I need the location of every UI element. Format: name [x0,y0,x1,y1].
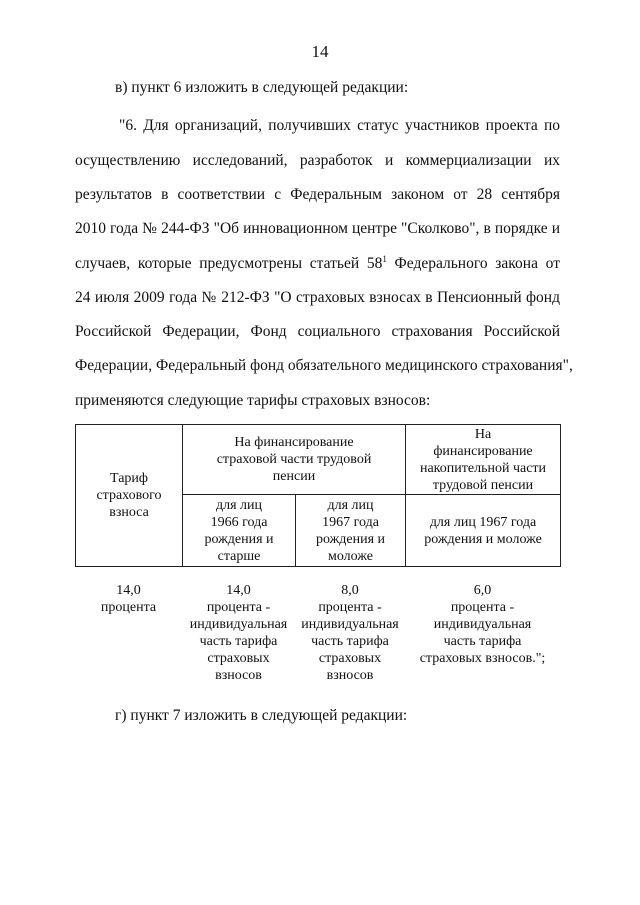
value-line: 8,0 [341,583,359,598]
value-line: часть тарифа [443,634,522,649]
paragraph-line-1: "6. Для организаций, получивших статус участников проекта по [119,117,560,134]
header-funded-line: На [474,426,492,442]
value-line: страховых [318,651,382,666]
page-number: 14 [311,42,329,61]
paragraph-line-5-tail: Федерального закона от [386,255,560,272]
header-insurance [183,425,406,495]
value-line: страховых взносов."; [419,651,546,666]
value-line: процента - [318,600,382,615]
header-funded-line: финансирование [433,443,533,459]
value-line: часть тарифа [311,634,389,649]
subheader-1967a-line: для лиц [327,497,374,513]
subheader-1967b-line: рождения и моложе [424,531,542,547]
subheader-1967-funded [406,495,561,567]
value-line: индивидуальная [189,617,288,632]
header-funded-line: накопительной части [419,460,547,476]
header-funded-line: трудовой пенсии [432,477,534,493]
value-line: взносов [326,668,374,683]
value-line: страховых [207,651,270,666]
value-line: 14,0 [116,583,141,598]
header-insurance-line: На финансирование [234,435,354,450]
subheader-1966 [183,495,296,567]
paragraph-line-2: осуществлению исследований, разработок и коммерциализации их [75,152,560,169]
paragraph-line-8: Федерации, Федеральный фонд обязательного медицинского страхования", [75,357,573,374]
paragraph-line-4: 2010 года № 244-ФЗ "Об инновационном центре "Сколково", в порядке и [75,220,560,237]
paragraph-line-3: результатов в соответствии с Федеральным законом от 28 сентября [75,186,560,203]
value-line: индивидуальная [433,617,532,632]
subheader-1966-line: старше [217,548,261,564]
paragraph-line-7: Российской Федерации, Фонд социального страхования Российской [75,323,560,340]
value-line: 6,0 [473,583,492,598]
header-tariff [76,425,183,567]
paragraph-line-5 [75,255,560,273]
subheader-1966-line: для лиц [215,497,263,513]
value-line: процента - [450,600,515,615]
paragraph-line-6: 24 июля 2009 года № 212-ФЗ "О страховых взносах в Пенсионный фонд [75,289,560,306]
subheader-1967a-line: моложе [327,548,373,564]
paragraph-line-5-head: случаев, которые предусмотрены статьей 58 [75,255,383,272]
value-line: индивидуальная [301,617,399,632]
header-tariff-line: страхового [96,488,162,503]
article-superscript: 1 [382,253,387,264]
value-line: процента - [206,600,271,615]
value-col-1967-insurance [295,582,405,684]
item-g: г) пункт 7 изложить в следующей редакции: [115,707,408,724]
subheader-1967b-line: для лиц 1967 года [429,514,537,530]
subheader-1966-line: 1966 года [210,514,268,530]
subheader-1966-line: рождения и [204,531,274,547]
header-insurance-line: пенсии [272,469,316,484]
value-line: 14,0 [226,583,251,598]
item-v: в) пункт 6 изложить в следующей редакции: [115,79,409,96]
value-col-1967-funded [405,582,560,667]
header-funded [406,425,561,495]
tariff-table [75,424,561,567]
value-line: часть тарифа [199,634,278,649]
header-insurance-line: страховой части трудовой [216,452,372,467]
value-col-1966 [182,582,295,684]
value-line: процента [100,600,157,615]
subheader-1967a-line: 1967 года [322,514,379,530]
header-tariff-line: взноса [109,505,149,520]
value-line: взносов [215,668,262,683]
subheader-1967a-line: рождения и [315,531,386,547]
header-tariff-line: Тариф [110,471,148,486]
paragraph-line-9: применяются следующие тарифы страховых взносов: [75,392,431,409]
subheader-1967-insurance [296,495,406,567]
value-col-tariff [75,582,182,616]
